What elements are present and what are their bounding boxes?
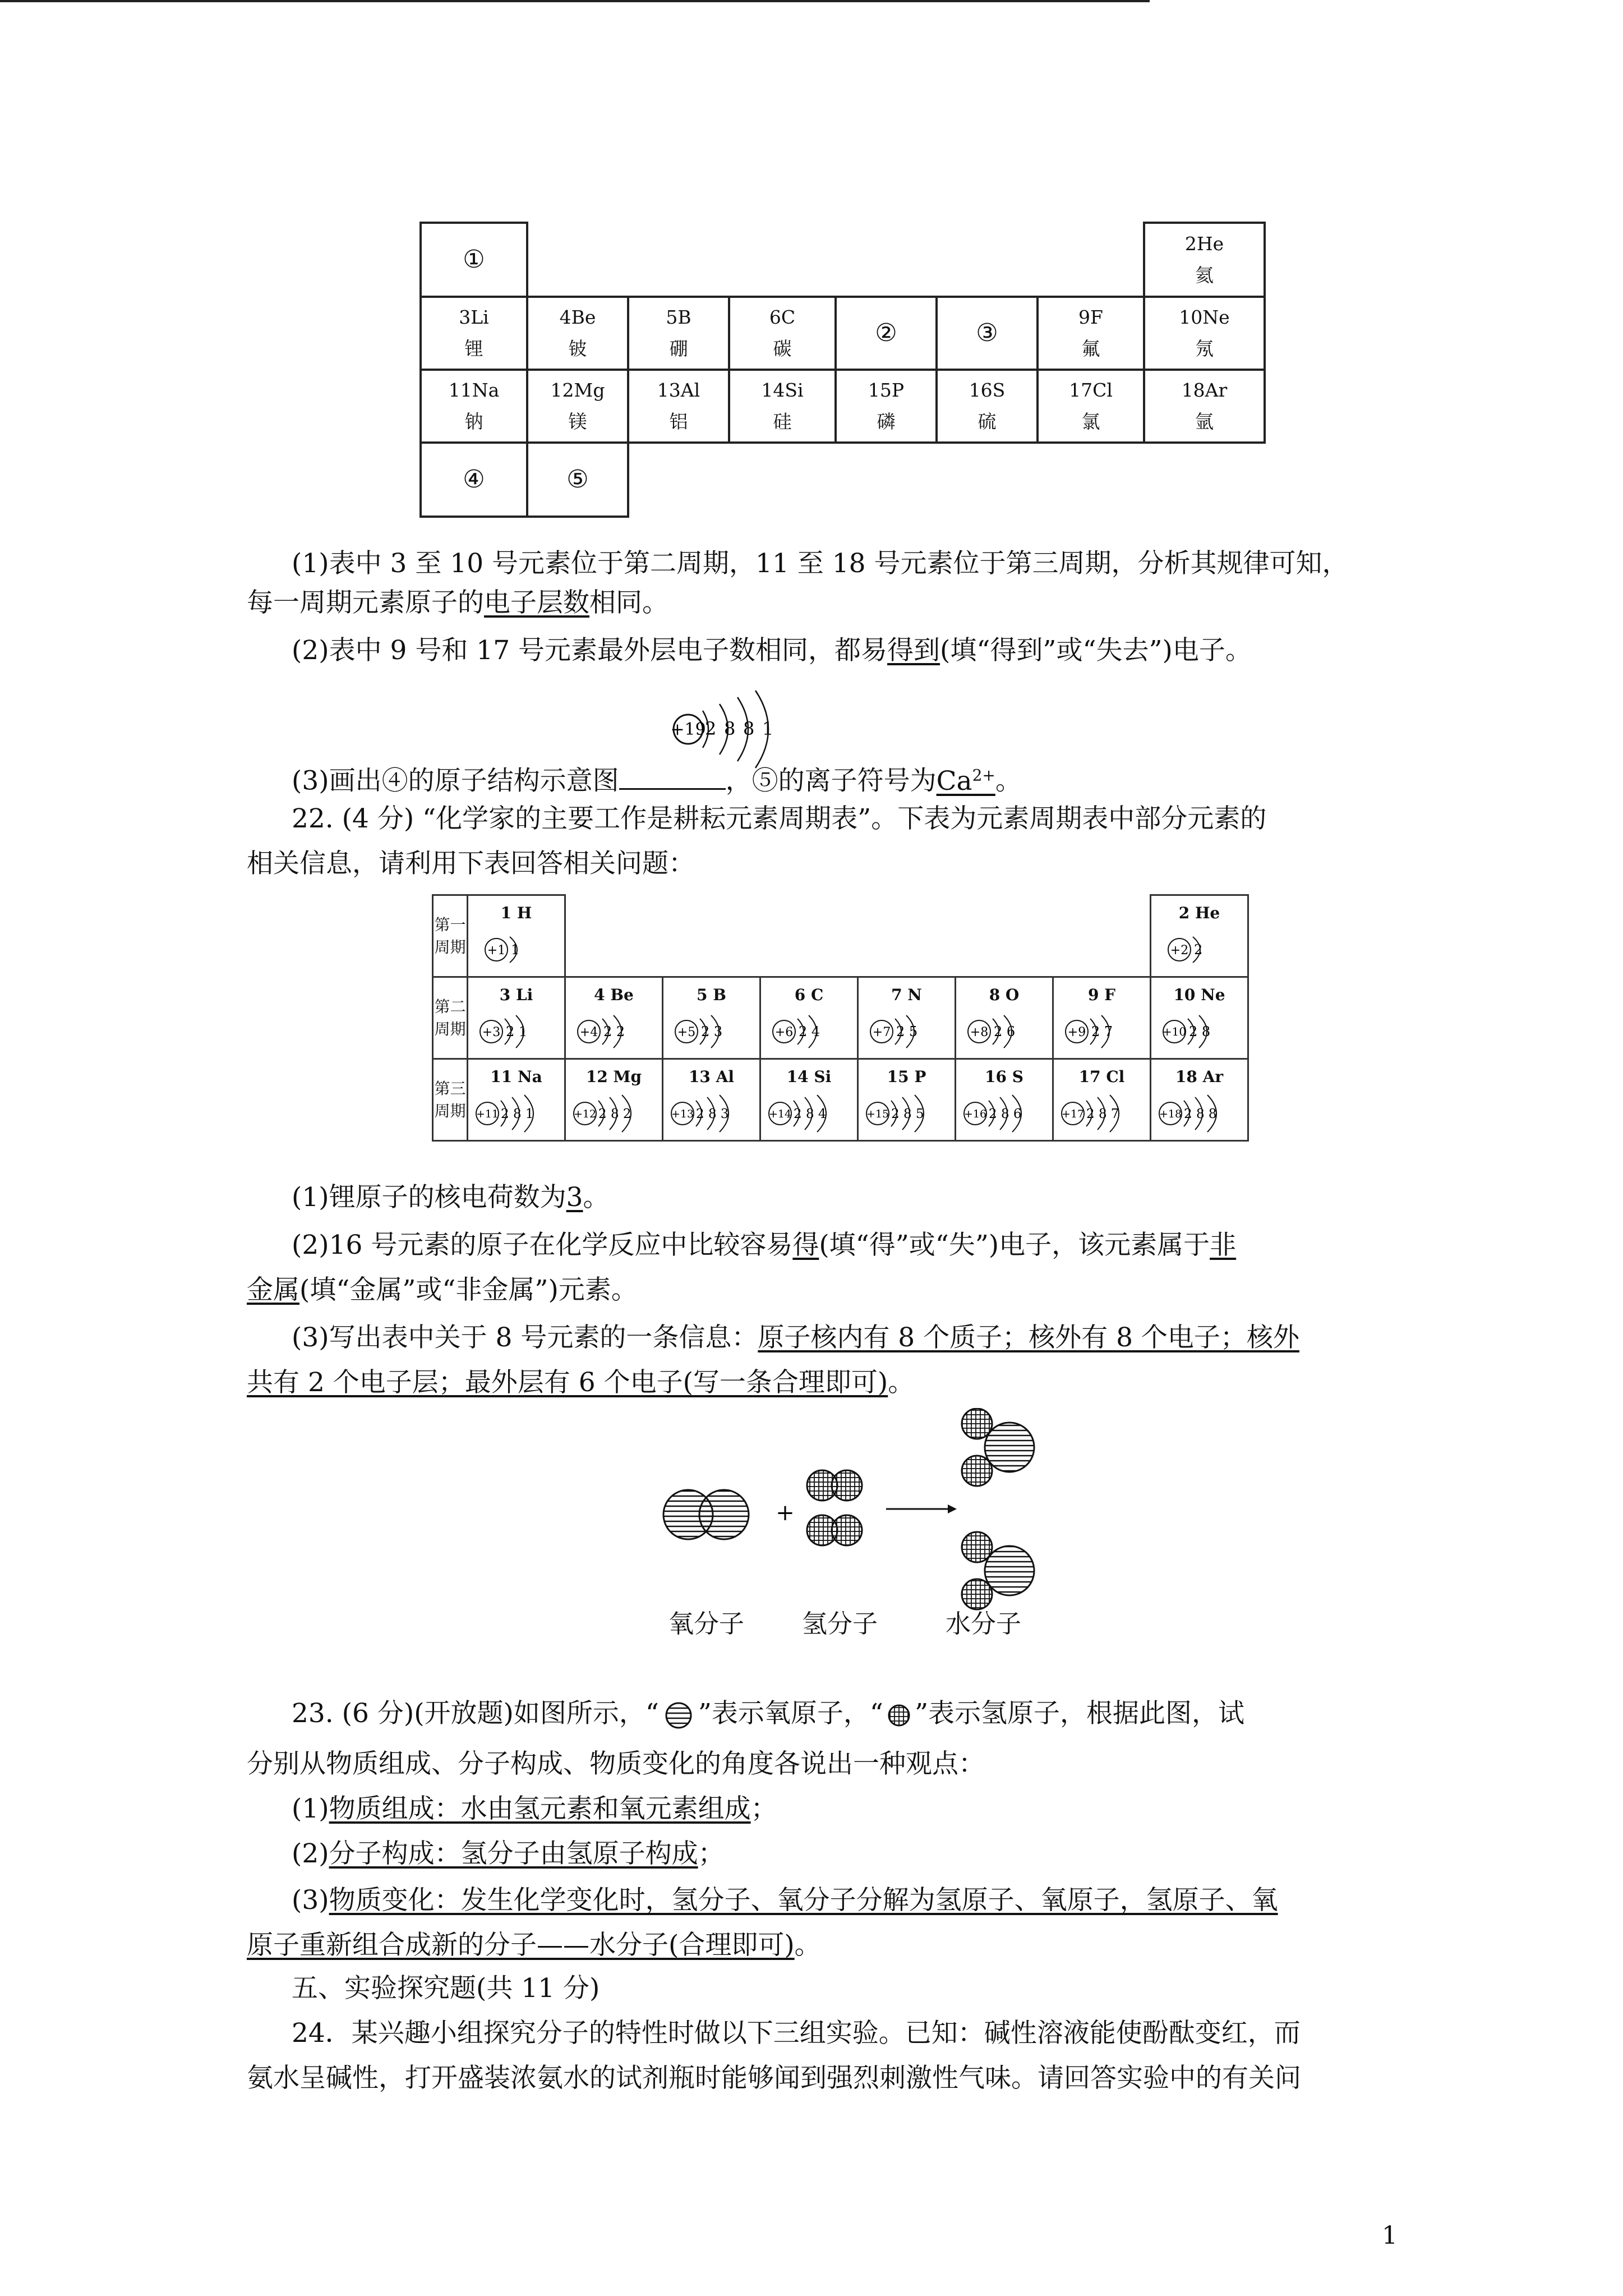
element-cell: 17 Cl +17 2 8 7 [1053,1059,1151,1141]
q21-part1: (1)表中 3 至 10 号元素位于第二周期，11 至 18 号元素位于第三周期，分析其规律可知， [292,548,1349,579]
hydrogen-atom-icon [883,1701,915,1730]
atom-structure [962,1012,1046,1051]
atom-structure [569,1094,659,1133]
element-cell: 14 Si +14 2 8 4 [760,1059,858,1141]
svg-text:+17: +17 [1061,1108,1084,1120]
svg-text:+15: +15 [866,1108,889,1120]
cell-be: 4Be 铍 [527,297,628,370]
page-number: 1 [1382,2221,1398,2250]
svg-text:+19: +19 [670,720,706,739]
water-molecule [962,1532,1034,1609]
element-cell: 1 H +1 1 [468,895,565,977]
q23-part3-cont: 原子重新组合成新的分子——水分子(合理即可)。 [247,1930,821,1961]
element-cell: 9 F +9 2 7 [1053,977,1151,1059]
svg-text:+18: +18 [1159,1108,1182,1120]
svg-text:2 8: 2 8 [1188,1024,1210,1039]
svg-text:8: 8 [724,718,736,739]
svg-text:+8: +8 [970,1025,988,1039]
svg-text:+4: +4 [579,1025,598,1039]
cell-s: 16S 硫 [937,370,1038,443]
svg-text:8: 8 [743,718,755,739]
svg-text:2 8 1: 2 8 1 [500,1107,534,1121]
svg-text:2 8 6: 2 8 6 [988,1107,1022,1121]
svg-text:2 8 8: 2 8 8 [1183,1107,1217,1121]
q24-text-cont: 氨水呈碱性，打开盛装浓氨水的试剂瓶时能够闻到强烈刺激性气味。请回答实验中的有关问 [247,2063,1301,2093]
svg-text:+5: +5 [677,1025,695,1039]
svg-text:+3: +3 [482,1025,500,1039]
q21-part1-cont: 每一周期元素原子的电子层数相同。 [247,587,668,618]
svg-text:1: 1 [762,718,774,739]
svg-text:2 1: 2 1 [505,1024,527,1039]
atom-structure [1057,1094,1147,1133]
q24-text: 24．某兴趣小组探究分子的特性时做以下三组实验。已知：碱性溶液能使酚酞变红，而 [292,2018,1301,2049]
q22-part2: (2)16 号元素的原子在化学反应中比较容易得(填“得”或“失”)电子，该元素属于非 [292,1230,1237,1260]
q22-intro-cont: 相关信息，请利用下表回答相关问题： [247,848,695,879]
q22-part1: (1)锂原子的核电荷数为3。 [292,1182,610,1213]
q23-part3: (3)物质变化：发生化学变化时，氢分子、氧分子分解为氢原子、氧原子，氢原子、氧 [292,1885,1278,1916]
svg-text:2 8 7: 2 8 7 [1086,1107,1119,1121]
cell-b: 5B 硼 [628,297,729,370]
svg-text:2 8 4: 2 8 4 [793,1107,827,1121]
cell-al: 13Al 铝 [628,370,729,443]
cell-li: 3Li 锂 [421,297,527,370]
element-cell: 4 Be +4 2 2 [565,977,663,1059]
svg-text:1: 1 [510,942,519,958]
svg-text:2 8 2: 2 8 2 [598,1107,631,1121]
atom-structure [1155,1094,1244,1133]
cell-blank-1: ① [421,223,527,297]
cell-ne: 10Ne 氖 [1144,297,1265,370]
oxygen-atom-icon [659,1701,698,1730]
element-cell: 13 Al +13 2 8 3 [663,1059,760,1141]
svg-text:2 2: 2 2 [603,1024,625,1039]
element-cell: 8 O +8 2 6 [956,977,1053,1059]
element-cell: 6 C +6 2 4 [760,977,858,1059]
element-cell: 12 Mg +12 2 8 2 [565,1059,663,1141]
atom-structure [1158,1012,1242,1051]
element-cell: 15 P +15 2 8 5 [858,1059,956,1141]
svg-text:+14: +14 [768,1108,791,1120]
period-2-row [433,977,1248,1059]
svg-text:2 6: 2 6 [993,1024,1015,1039]
svg-text:+1: +1 [487,944,505,958]
cell-blank-4: ④ [421,443,527,517]
svg-text:+11: +11 [476,1108,499,1120]
cell-mg: 12Mg 镁 [527,370,628,443]
periodic-table-blank [419,222,1266,518]
element-cell: 7 N +7 2 5 [858,977,956,1059]
element-cell: 3 Li +3 2 1 [468,977,565,1059]
atom-structure [670,1012,754,1051]
oxygen-molecule [663,1490,749,1539]
header-rule [0,0,1150,2]
atom-structure [667,1094,757,1133]
atom-structure [472,1094,561,1133]
cell-cl: 17Cl 氯 [1038,370,1144,443]
q22-part2-cont: 金属(填“金属”或“非金属”)元素。 [247,1274,638,1305]
atom-structure [862,1094,952,1133]
element-cell: 11 Na +11 2 8 1 [468,1059,565,1141]
svg-text:+13: +13 [671,1108,694,1120]
svg-text:2 7: 2 7 [1091,1024,1113,1039]
hydrogen-molecule [807,1515,862,1545]
svg-text:2 3: 2 3 [700,1024,722,1039]
svg-text:+16: +16 [963,1108,986,1120]
element-cell: 18 Ar +18 2 8 8 [1151,1059,1248,1141]
atom-structure [1060,1012,1144,1051]
svg-text:2: 2 [1193,942,1202,958]
svg-text:2 8 5: 2 8 5 [891,1107,924,1121]
cell-si: 14Si 硅 [729,370,836,443]
atom-structure [764,1094,854,1133]
q23-intro-cont: 分别从物质组成、分子构成、物质变化的角度各说出一种观点： [247,1749,985,1779]
q22-intro: 22. (4 分) “化学家的主要工作是耕耘元素周期表”。下表为元素周期表中部分元素的 [292,803,1267,834]
hydrogen-molecule [807,1470,862,1501]
cell-f: 9F 氟 [1038,297,1144,370]
element-cell: 2 He +2 2 [1151,895,1248,977]
period-label: 第三周期 [433,1059,468,1141]
periodic-table-structures [432,894,1249,1142]
atom-structure [865,1012,949,1051]
period-label: 第一周期 [433,895,468,977]
svg-text:+12: +12 [573,1108,596,1120]
q21-part3: (3)画出④的原子结构示意图 ，⑤的离子符号为$Ca^{2+}$。 [292,765,1022,797]
cell-he: 2He 氦 [1144,223,1265,297]
svg-text:+7: +7 [872,1025,891,1039]
period-3-row [433,1059,1248,1141]
svg-text:+9: +9 [1067,1025,1086,1039]
atom-structure [477,930,556,969]
cell-blank-3: ③ [937,297,1038,370]
element-cell: 10 Ne +10 2 8 [1151,977,1248,1059]
atom-structure [960,1094,1049,1133]
svg-text:+2: +2 [1170,944,1188,958]
svg-text:+10: +10 [1162,1025,1186,1038]
atom-structure [1160,930,1239,969]
water-molecule [962,1409,1034,1486]
q22-part3: (3)写出表中关于 8 号元素的一条信息：原子核内有 8 个质子；核外有 8 个电子；核外 [292,1322,1299,1353]
period-label: 第二周期 [433,977,468,1059]
section-five-heading: 五、实验探究题(共 11 分) [292,1973,600,2004]
q21-part2: (2)表中 9 号和 17 号元素最外层电子数相同，都易得到(填“得到”或“失去”)电子。 [292,635,1252,666]
label-hydrogen-molecule: 氢分子 [802,1609,878,1639]
cell-c: 6C 碳 [729,297,836,370]
element-cell: 16 S +16 2 8 6 [956,1059,1053,1141]
q23-part1: (1)物质组成：水由氢元素和氧元素组成； [292,1793,777,1824]
atom-structure [474,1012,559,1051]
plus-sign: + [776,1500,795,1526]
cell-blank-5: ⑤ [527,443,628,517]
cell-blank-2: ② [836,297,937,370]
atom-structure [572,1012,656,1051]
period-1-row [433,895,1248,977]
svg-text:2 8 3: 2 8 3 [695,1107,729,1121]
svg-text:2 4: 2 4 [798,1024,820,1039]
svg-text:2: 2 [705,718,717,739]
label-water-molecule: 水分子 [946,1609,1022,1639]
q23-part2: (2)分子构成：氢分子由氢原子构成； [292,1838,725,1869]
cell-ar: 18Ar 氩 [1144,370,1265,443]
reaction-arrow [886,1504,957,1513]
cell-p: 15P 磷 [836,370,937,443]
svg-text:+6: +6 [774,1025,793,1039]
atom-structure [767,1012,851,1051]
element-cell: 5 B +5 2 3 [663,977,760,1059]
q23-intro: 23. (6 分)(开放题)如图所示，“ ”表示氧原子，“ ”表示氢原子，根据此图，试 [292,1698,1244,1729]
svg-text:2 5: 2 5 [896,1024,917,1039]
cell-na: 11Na 钠 [421,370,527,443]
q22-part3-cont: 共有 2 个电子层；最外层有 6 个电子(写一条合理即可)。 [247,1367,915,1398]
label-oxygen-molecule: 氧分子 [668,1609,745,1639]
